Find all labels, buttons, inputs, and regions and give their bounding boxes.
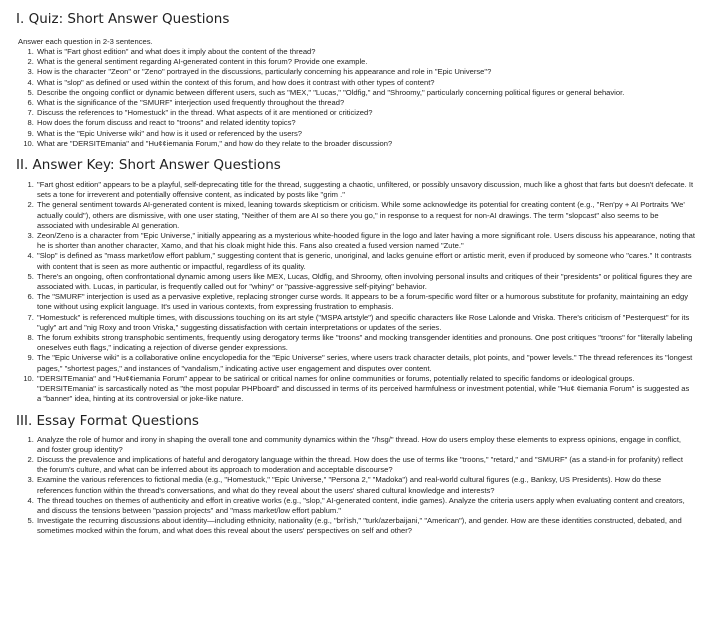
quiz-question-list <box>16 47 695 149</box>
essay-question: 4. The thread touches on themes of authenticity and effort in creative works (e.g., "slop," AI-generated content, indie games). Analyze the criteria users apply when evaluating content and creators, and discuss the tensions between "passion projects" and "mass market/low effort pablum." <box>36 496 695 516</box>
answer-item: 5. There's an ongoing, often confrontational dynamic among users like MEX, Lucas, Oldfig, and Shroomy, often involving personal insults and critiques of their "presidents" or political figures they are associated with. Lucas, in particular, is frequently called out for "whiny" or "passive-aggressive self-pitying" behavior. <box>36 272 695 292</box>
answer-item: 7. "Homestuck" is referenced multiple times, with discussions touching on its art style ("MSPA artstyle") and specific characters like Rose Lalonde and Vriska. There's criticism of "Pesterquest" for its "ugly" art and "nig Roxy and troon Vriska," suggesting dissatisfaction with certain interpretations or updates of the series. <box>36 313 695 333</box>
essay-question: 3. Examine the various references to fictional media (e.g., "Homestuck," "Epic Universe," "Persona 2," "Madoka") and real-world cultural figures (e.g., Banksy, US Presidents). How do these references function within the thread's conversations, and what do they reveal about the users' shared cultural knowledge and interests? <box>36 475 695 495</box>
answer-item: 2. The general sentiment towards AI-generated content is mixed, leaning towards skepticism or criticism. While some acknowledge its potential for creating content (e.g., "Ren'py + AI Portraits 'We' actually could"), others are dismissive, with one user stating, "Neither of them are AI so there you go," in response to a request for non-AI drawings. The term "slopcast" also seems to be associated with undesirable AI generation. <box>36 200 695 231</box>
essay-heading: III. Essay Format Questions <box>16 412 199 429</box>
answer-item: 6. The "SMURF" interjection is used as a pervasive expletive, replacing stronger curse words. It appears to be a forum-specific word filter or a humorous substitute for profanity, maintaining an edgy tone without using explicit language. It's used in various contexts, from expressing frustration to emphasis. <box>36 292 695 312</box>
answer-item: 1. "Fart ghost edition" appears to be a playful, self-deprecating title for the thread, suggesting a chaotic, unfiltered, or possibly unsavory discussion, much like a ghost that farts but doesn't defecate. It sets a tone for irreverent and potentially offensive content, as indicated by posts like "grim ." <box>36 180 695 200</box>
answer-item: 8. The forum exhibits strong transphobic sentiments, frequently using derogatory terms like "troons" and mocking transgender identities and pronouns. One post critiques "troons" for "literally labeling oneselves euth flags," indicating a rejection of diverse gender expressions. <box>36 333 695 353</box>
quiz-heading: I. Quiz: Short Answer Questions <box>16 11 230 27</box>
quiz-question: 6. What is the significance of the "SMURF" interjection used frequently throughout the thread? <box>36 98 695 108</box>
answer-item: 3. Zeon/Zeno is a character from "Epic Universe," initially appearing as a mysterious white-hooded figure in the logo and later having a more significant role. Users discuss his appearance, noting that he is shorter than another character, Xamo, and that his cloak might hide this. Fans also created a fused version named "Zute." <box>36 231 695 251</box>
answer-item: 9. The "Epic Universe wiki" is a collaborative online encyclopedia for the "Epic Universe" series, where users track character details, plot points, and "power levels." The thread references its "longest pages," "shortest pages," and instances of "vandalism," indicating active user engagement and disputes over content. <box>36 353 695 373</box>
quiz-question: 9. What is the "Epic Universe wiki" and how is it used or referenced by the users? <box>36 129 695 139</box>
quiz-instructions: Answer each question in 2-3 sentences. <box>18 37 153 46</box>
essay-question: 1. Analyze the role of humor and irony in shaping the overall tone and community dynamics within the "/hsg/" thread. How do users employ these elements to express opinions, engage in conflict, and foster group identity? <box>36 435 695 455</box>
quiz-question: 2. What is the general sentiment regarding AI-generated content in this forum? Provide one example. <box>36 57 695 67</box>
answer-item: 10. "DERSITEmania" and "Hu¢¢iemania Forum" appear to be satirical or critical names for online communities or forums, potentially related to specific fandoms or ideological groups. "DERSITEmania" is sarcastically noted as "the most popular PHPboard" and discussed in terms of its perceived harmfulness or investment potential, while "Hu¢ ¢iemania Forum" is suggested as a "banner" idea, hinting at its controversial or joke-like nature. <box>36 374 695 405</box>
answer-item: 4. "Slop" is defined as "mass market/low effort pablum," suggesting content that is generic, unoriginal, and lacks genuine effort or artistic merit, even if produced by someone who "cares." It contrasts with content that is seen as more authentic or impactful, regardless of its quality. <box>36 251 695 271</box>
quiz-question: 1. What is "Fart ghost edition" and what does it imply about the content of the thread? <box>36 47 695 57</box>
answer-key-heading: II. Answer Key: Short Answer Questions <box>16 157 281 174</box>
quiz-question: 10. What are "DERSITEmania" and "Hu¢¢iemania Forum," and how do they relate to the broader discussion? <box>36 139 695 149</box>
quiz-question: 3. How is the character "Zeon" or "Zeno" portrayed in the discussions, particularly concerning his appearance and role in "Epic Universe"? <box>36 67 695 77</box>
essay-question-list <box>16 435 695 537</box>
quiz-question: 4. What is "slop" as defined or used within the context of this forum, and how does it contrast with other types of content? <box>36 78 695 88</box>
essay-question: 5. Investigate the recurring discussions about identity—including ethnicity, nationality (e.g., "bri'ish," "turk/azerbaijani," "American"), and gender. How are these identities constructed, debated, and sometimes mocked within the forum, and what does this reveal about the users' perspectives on self and other? <box>36 516 695 536</box>
quiz-question: 7. Discuss the references to "Homestuck" in the thread. What aspects of it are mentioned or criticized? <box>36 108 695 118</box>
quiz-question: 8. How does the forum discuss and react to "troons" and related identity topics? <box>36 118 695 128</box>
essay-question: 2. Discuss the prevalence and implications of hateful and derogatory language within the thread. How does the use of terms like "troons," "retard," and "SMURF" (as a stand-in for profanity) reflect the forum's culture, and what can be inferred about its approach to moderation and acceptable discourse? <box>36 455 695 475</box>
answer-list <box>16 180 695 404</box>
quiz-question: 5. Describe the ongoing conflict or dynamic between different users, such as "MEX," "Lucas," "Oldfig," and "Shroomy," particularly concerning political figures or general behavior. <box>36 88 695 98</box>
